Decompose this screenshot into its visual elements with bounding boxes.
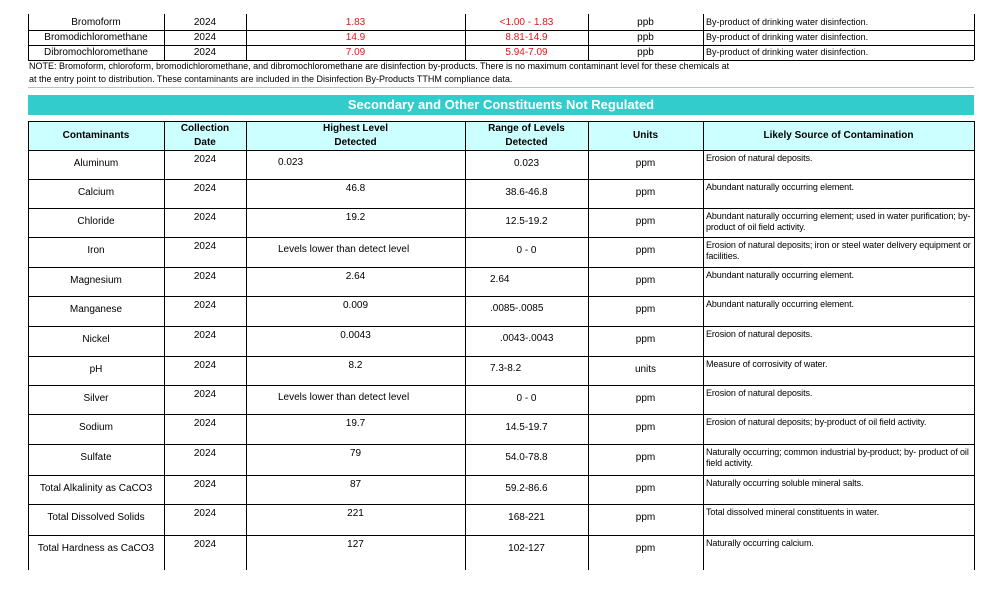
range-of-levels: 0 - 0 [516, 393, 537, 404]
collection-date: 2024 [193, 330, 217, 341]
highest-level: 19.2 [345, 212, 366, 223]
contaminant-name: Aluminum [73, 158, 119, 169]
likely-source: Naturally occurring; common industrial by-product; by- product of oil field activity. [706, 447, 969, 468]
range-of-levels: 0.023 [513, 158, 540, 169]
units: ppm [635, 158, 656, 169]
units: ppm [635, 275, 656, 286]
likely-source: Erosion of natural deposits; by-product of oil field activity. [706, 417, 927, 427]
row-divider [28, 385, 974, 386]
likely-source: Measure of corrosivity of water. [706, 359, 828, 369]
contaminant-name: Silver [83, 393, 109, 404]
likely-source: Abundant naturally occurring element. [706, 299, 854, 309]
header-collection-date [164, 122, 246, 150]
contaminant-name: Chloride [77, 216, 115, 227]
header-contaminants: Contaminants [62, 130, 130, 141]
row-divider [28, 535, 974, 536]
row-divider [28, 444, 974, 445]
collection-date: 2024 [193, 32, 217, 43]
row-divider [28, 326, 974, 327]
highest-level: 87 [349, 479, 362, 490]
row-divider [28, 414, 974, 415]
header-collection-date-line2: Date [194, 137, 216, 148]
contaminant-name: pH [89, 364, 103, 375]
range-of-levels: 0 - 0 [516, 245, 537, 256]
row-divider [28, 296, 974, 297]
contaminant-name: Total Hardness as CaCO3 [37, 543, 155, 554]
collection-date: 2024 [193, 448, 217, 459]
contaminant-name: Iron [87, 245, 105, 256]
contaminant-name: Dibromochloromethane [44, 47, 148, 58]
range-of-levels: 168-221 [508, 512, 545, 523]
header-highest-level [246, 122, 465, 150]
units: ppm [635, 452, 656, 463]
likely-source: Erosion of natural deposits. [706, 153, 813, 163]
header-collection-date-line1: Collection [180, 123, 230, 134]
units: ppm [635, 422, 656, 433]
units: ppb [637, 17, 654, 28]
collection-date: 2024 [193, 183, 217, 194]
row-divider [28, 179, 974, 180]
collection-date: 2024 [193, 479, 217, 490]
contaminant-name: Total Dissolved Solids [47, 512, 145, 523]
collection-date: 2024 [193, 300, 217, 311]
units: ppm [635, 187, 656, 198]
units: ppm [635, 334, 656, 345]
contaminant-name: Bromoform [71, 17, 121, 28]
units: ppm [635, 512, 656, 523]
contaminant-name: Sulfate [80, 452, 112, 463]
collection-date: 2024 [193, 360, 217, 371]
range-of-levels: .0085-.0085 [490, 303, 544, 314]
highest-level: 19.7 [345, 418, 366, 429]
highest-level: 46.8 [345, 183, 366, 194]
likely-source: Abundant naturally occurring element; used in water purification; by-product of oil field activity. [706, 211, 971, 232]
units: ppm [635, 304, 656, 315]
highest-level: Levels lower than detect level [278, 392, 410, 403]
likely-source: By-product of drinking water disinfection. [706, 17, 869, 27]
collection-date: 2024 [193, 508, 217, 519]
likely-source: Erosion of natural deposits. [706, 329, 813, 339]
likely-source: Erosion of natural deposits. [706, 388, 813, 398]
contaminant-name: Bromodichloromethane [44, 32, 148, 43]
highest-level: 2.64 [345, 271, 366, 282]
range-of-levels: 54.0-78.8 [505, 452, 548, 463]
collection-date: 2024 [193, 418, 217, 429]
likely-source: Naturally occurring calcium. [706, 538, 814, 548]
collection-date: 2024 [193, 17, 217, 28]
likely-source: By-product of drinking water disinfection. [706, 32, 869, 42]
highest-level: 221 [347, 508, 364, 519]
units: units [634, 364, 657, 375]
row-divider [28, 208, 974, 209]
units: ppb [637, 32, 654, 43]
likely-source: Total dissolved mineral constituents in water. [706, 507, 879, 517]
units: ppm [635, 483, 656, 494]
range-of-levels: 102-127 [508, 543, 545, 554]
range-of-levels: 59.2-86.6 [505, 483, 548, 494]
highest-level: 0.023 [278, 157, 304, 168]
likely-source: Naturally occurring soluble mineral salts. [706, 478, 864, 488]
header-likely-source: Likely Source of Contamination [763, 130, 914, 141]
contaminant-name: Calcium [77, 187, 115, 198]
header-range-of-levels-line2: Detected [505, 137, 548, 148]
header-highest-level-line1: Highest Level [322, 123, 389, 134]
highest-level: 79 [349, 448, 362, 459]
range-of-levels: <1.00 - 1.83 [499, 17, 554, 28]
range-of-levels: 5.94-7.09 [505, 47, 548, 58]
contaminant-name: Manganese [69, 304, 123, 315]
range-of-levels: 8.81-14.9 [505, 32, 548, 43]
likely-source: Erosion of natural deposits; iron or steel water delivery equipment or facilities. [706, 240, 971, 261]
contaminant-name: Sodium [79, 422, 113, 433]
range-of-levels: 38.6-46.8 [505, 187, 548, 198]
highest-level: Levels lower than detect level [278, 244, 410, 255]
row-divider [28, 356, 974, 357]
contaminant-name: Magnesium [70, 275, 122, 286]
collection-date: 2024 [193, 271, 217, 282]
likely-source: Abundant naturally occurring element. [706, 270, 854, 280]
range-of-levels: .0043-.0043 [500, 333, 554, 344]
note-line-2: at the entry point to distribution. These contaminants are included in the Disinfection By-Products TTHM compliance data. [29, 74, 513, 84]
highest-level: 127 [347, 539, 364, 550]
header-range-of-levels [465, 122, 588, 150]
range-of-levels: 7.3-8.2 [490, 363, 522, 374]
collection-date: 2024 [193, 389, 217, 400]
highest-level: 0.0043 [340, 330, 371, 341]
highest-level: 0.009 [342, 300, 369, 311]
likely-source: Abundant naturally occurring element. [706, 182, 854, 192]
section-title: Secondary and Other Constituents Not Regulated [28, 95, 974, 115]
header-units: Units [633, 130, 658, 141]
range-of-levels: 2.64 [490, 274, 510, 285]
collection-date: 2024 [193, 539, 217, 550]
collection-date: 2024 [193, 212, 217, 223]
highest-level: 14.9 [345, 32, 366, 43]
likely-source: By-product of drinking water disinfection. [706, 47, 869, 57]
header-range-of-levels-line1: Range of Levels [488, 123, 565, 134]
contaminant-name: Total Alkalinity as CaCO3 [39, 483, 153, 494]
units: ppm [635, 393, 656, 404]
row-divider [28, 267, 974, 268]
collection-date: 2024 [193, 154, 217, 165]
units: ppm [635, 245, 656, 256]
highest-level: 1.83 [345, 17, 366, 28]
range-of-levels: 14.5-19.7 [505, 422, 548, 433]
range-of-levels: 12.5-19.2 [505, 216, 548, 227]
units: ppm [635, 543, 656, 554]
header-highest-level-line2: Detected [334, 137, 377, 148]
contaminant-name: Nickel [82, 334, 110, 345]
row-divider [28, 475, 974, 476]
units: ppm [635, 216, 656, 227]
highest-level: 7.09 [345, 47, 366, 58]
collection-date: 2024 [193, 47, 217, 58]
row-divider [28, 237, 974, 238]
highest-level: 8.2 [348, 360, 363, 371]
collection-date: 2024 [193, 241, 217, 252]
note-line-1: NOTE: Bromoform, chloroform, bromodichloromethane, and dibromochloromethane are disinfection by-products. There is no maximum contaminant level for these chemicals at [29, 61, 730, 71]
units: ppb [637, 47, 654, 58]
row-divider [28, 504, 974, 505]
